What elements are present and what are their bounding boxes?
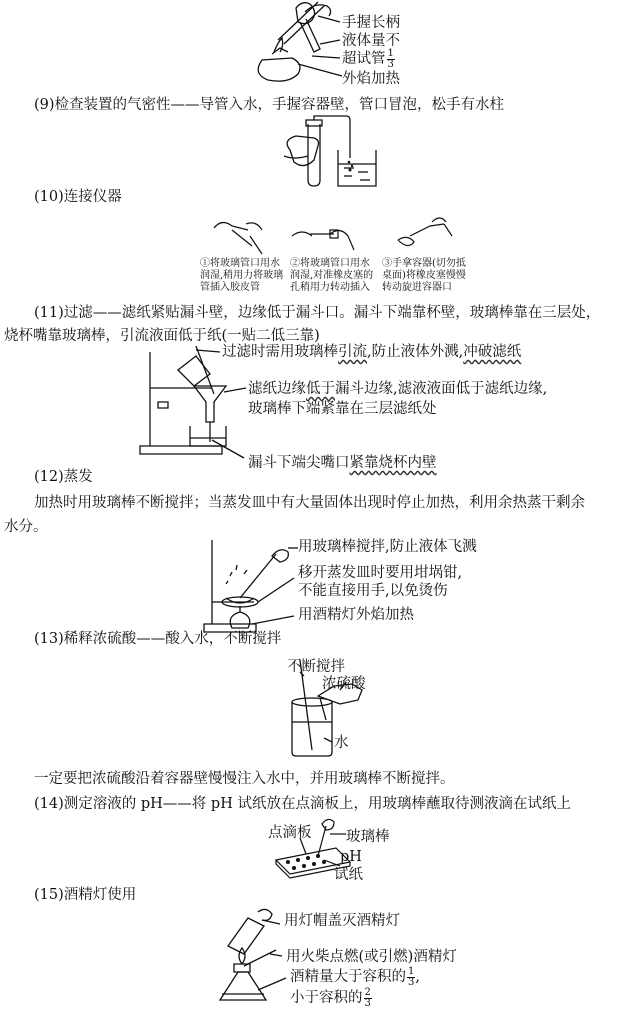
s12-label-outer-flame: 用酒精灯外焰加热	[298, 607, 414, 623]
airtightness-check-illustration	[0, 110, 640, 190]
heating-test-tube-illustration	[0, 0, 640, 100]
s9-heading: (9)检查装置的气密性——导管入水，手握容器壁，管口冒泡，松手有水柱	[34, 97, 505, 113]
s11-label-glass-rod: 过滤时需用玻璃棒引流,防止液体外溅,冲破滤纸	[222, 344, 522, 360]
s8-label-outer-flame: 外焰加热	[342, 71, 400, 87]
s10-heading: (10)连接仪器	[34, 189, 122, 205]
ph-test-illustration	[0, 816, 640, 886]
fraction-one-third: $\frac{1}{3}$	[387, 47, 394, 70]
s12-text-line1: 加热时用玻璃棒不断搅拌；当蒸发皿中有大量固体出现时停止加热，利用余热蒸干剩余	[34, 495, 585, 511]
s8-label-liquid: 液体量不	[342, 33, 400, 49]
s13-label-acid: 浓硫酸	[322, 676, 366, 692]
fraction-two-thirds: $\frac{2}{3}$	[364, 986, 371, 1009]
s10-caption-3: ③手拿容器(切勿抵 桌面)将橡皮塞慢慢 转动旋进容器口	[382, 258, 466, 293]
s12-label-stir: 用玻璃棒搅拌,防止液体飞溅	[298, 539, 477, 555]
s14-label-test-paper: 试纸	[334, 867, 363, 883]
s10-caption-2: ②将玻璃管口用水 润湿,对准橡皮塞的 孔稍用力转动插入	[290, 258, 374, 293]
fraction-one-third: $\frac{1}{3}$	[408, 965, 415, 988]
connecting-apparatus-illustration	[0, 210, 640, 260]
s13-heading: (13)稀释浓硫酸——酸入水，不断搅拌	[34, 631, 282, 647]
s11-label-filter-paper: 滤纸边缘低于漏斗边缘,滤液液面低于滤纸边缘,	[248, 381, 548, 397]
s14-heading: (14)测定溶液的 pH——将 pH 试纸放在点滴板上，用玻璃棒蘸取待测液滴在试纸上	[34, 796, 571, 812]
s14-label-glass-rod: 玻璃棒	[346, 829, 390, 845]
s15-label-less-than: 小于容积的 $\frac{2}{3}$	[290, 986, 371, 1009]
s8-label-not-exceed: 超试管 $\frac{1}{3}$	[342, 47, 394, 70]
s15-label-extinguish: 用灯帽盖灭酒精灯	[284, 913, 400, 929]
s12-heading: (12)蒸发	[34, 469, 93, 485]
s13-label-stir: 不断搅拌	[287, 659, 345, 675]
s13-note: 一定要把浓硫酸沿着容器壁慢慢注入水中，并用玻璃棒不断搅拌。	[34, 771, 455, 787]
s14-label-ph: pH	[340, 849, 362, 865]
s15-label-ignite: 用火柴点燃(或引燃)酒精灯	[286, 949, 457, 965]
s11-label-funnel-tip: 漏斗下端尖嘴口紧靠烧杯内壁	[248, 455, 437, 471]
s11-label-rod-position: 玻璃棒下端紧靠在三层滤纸处	[248, 401, 437, 417]
s12-text-line2: 水分。	[4, 519, 48, 535]
s15-label-more-than: 酒精量大于容积的 $\frac{1}{3}$ ,	[290, 965, 420, 988]
s13-label-water: 水	[334, 735, 349, 751]
s12-label-crucible-tongs-b: 不能直接用手,以免烫伤	[298, 583, 448, 599]
s15-heading: (15)酒精灯使用	[34, 887, 137, 903]
s12-label-crucible-tongs-a: 移开蒸发皿时要用坩埚钳,	[298, 565, 463, 581]
s11-text-line2: 烧杯嘴靠玻璃棒，引流液面低于纸(一贴二低三靠)	[4, 328, 320, 344]
s11-text-line1: (11)过滤——滤纸紧贴漏斗壁，边缘低于漏斗口。漏斗下端靠杯壁，玻璃棒靠在三层处，	[34, 305, 601, 321]
s10-caption-1: ①将玻璃管口用水 润湿,稍用力将玻璃 管插入胶皮管	[200, 258, 284, 293]
s8-label-hold-handle: 手握长柄	[342, 15, 400, 31]
s14-label-spot-plate: 点滴板	[268, 825, 312, 841]
